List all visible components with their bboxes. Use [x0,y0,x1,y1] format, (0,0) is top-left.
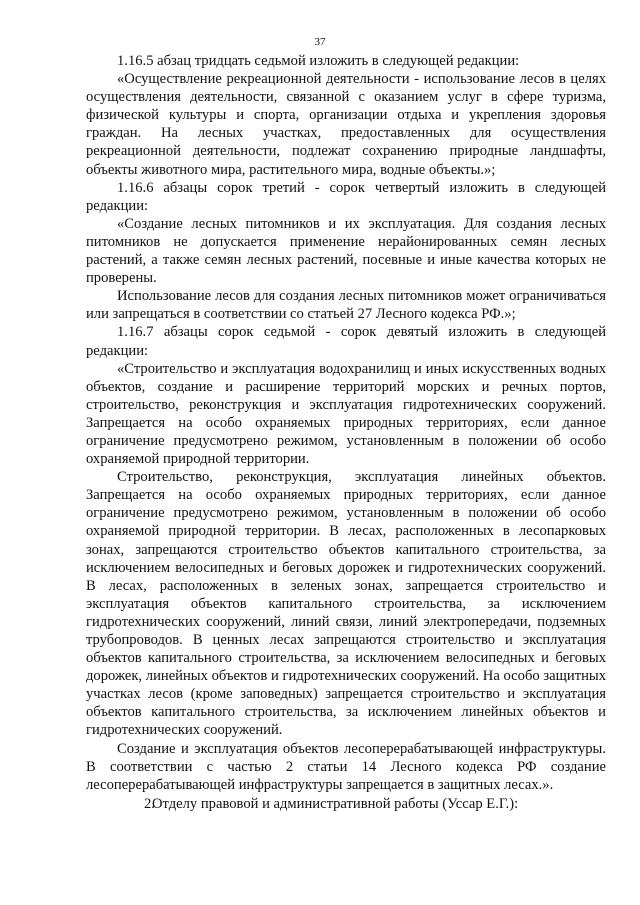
page-number: 37 [314,36,326,48]
paragraph-1-16-5-heading: 1.16.5 абзац тридцать седьмой изложить в следующей редакции: [117,53,520,69]
paragraph-1-16-7-heading: 1.16.7 абзацы сорок седьмой - сорок девятый изложить в следующей редакции: [86,324,606,359]
list-item-2 [86,795,606,813]
paragraph-reservoirs-text: «Строительство и эксплуатация водохранилищ и иных искусственных водных объектов, создание и расширение территорий морских и речных портов, строительство, реконструкция и эксплуатация гидротехнических сооружений. Запрещается на особо охраняемых природных территориях, если данное ограничение предусмотрено режимом, установленным в положении об особо охраняемой природной территории. [86,360,606,468]
document-body [86,52,606,813]
paragraph-recreation-text: «Осуществление рекреационной деятельности - использование лесов в целях осуществления деятельности, связанной с оказанием услуг в сфере туризма, физической культуры и спорта, организации отдыха и укрепления здоровья граждан. На лесных участках, предоставленных для осуществления рекреационной деятельности, подлежат сохранению природные ландшафты, объекты животного мира, растительного мира, водные объекты.»; [86,71,606,178]
paragraph-nurseries-text: «Создание лесных питомников и их эксплуатация. Для создания лесных питомников не допускается применение нерайонированных семян лесных растений, а также семян лесных растений, посевные и иные качества которых не проверены. [86,215,606,287]
paragraph-nurseries-restriction: Использование лесов для создания лесных питомников может ограничиваться или запрещаться в соответствии со статьей 27 Лесного кодекса РФ.»; [86,288,606,323]
list-item-2-text: Отделу правовой и административной работы (Уссар Е.Г.): [152,795,519,812]
list-item-2-number: 2. [144,795,155,812]
paragraph-1-16-6-heading: 1.16.6 абзацы сорок третий - сорок четвертый изложить в следующей редакции: [86,179,606,214]
paragraph-linear-objects-text: Строительство, реконструкция, эксплуатация линейных объектов. Запрещается на особо охраняемых природных территориях, если данное ограничение предусмотрено режимом, установленным в положении об особо охраняемой природной территории. В лесах, расположенных в лесопарковых зонах, запрещаются строительство объектов капитального строительства, за исключением велосипедных и беговых дорожек и гидротехнических сооружений. В лесах, расположенных в зеленых зонах, запрещается строительство и эксплуатация объектов капитального строительства, за исключением гидротехнических сооружений, линий связи, линий электропередачи, подземных трубопроводов. В ценных лесах запрещаются строительство и эксплуатация объектов капитального строительства, за исключением велосипедных и беговых дорожек, линейных объектов и гидротехнических сооружений. На особо защитных участках лесов (кроме заповедных) запрещается строительство и эксплуатация объектов капитального строительства, за исключением линейных объектов и гидротехнических сооружений. [86,469,606,739]
paragraph-wood-processing-text: Создание и эксплуатация объектов лесоперерабатывающей инфраструктуры. В соответствии с частью 2 статьи 14 Лесного кодекса РФ создание лесоперерабатывающей инфраструктуры запрещается в защитных лесах.». [86,740,606,793]
